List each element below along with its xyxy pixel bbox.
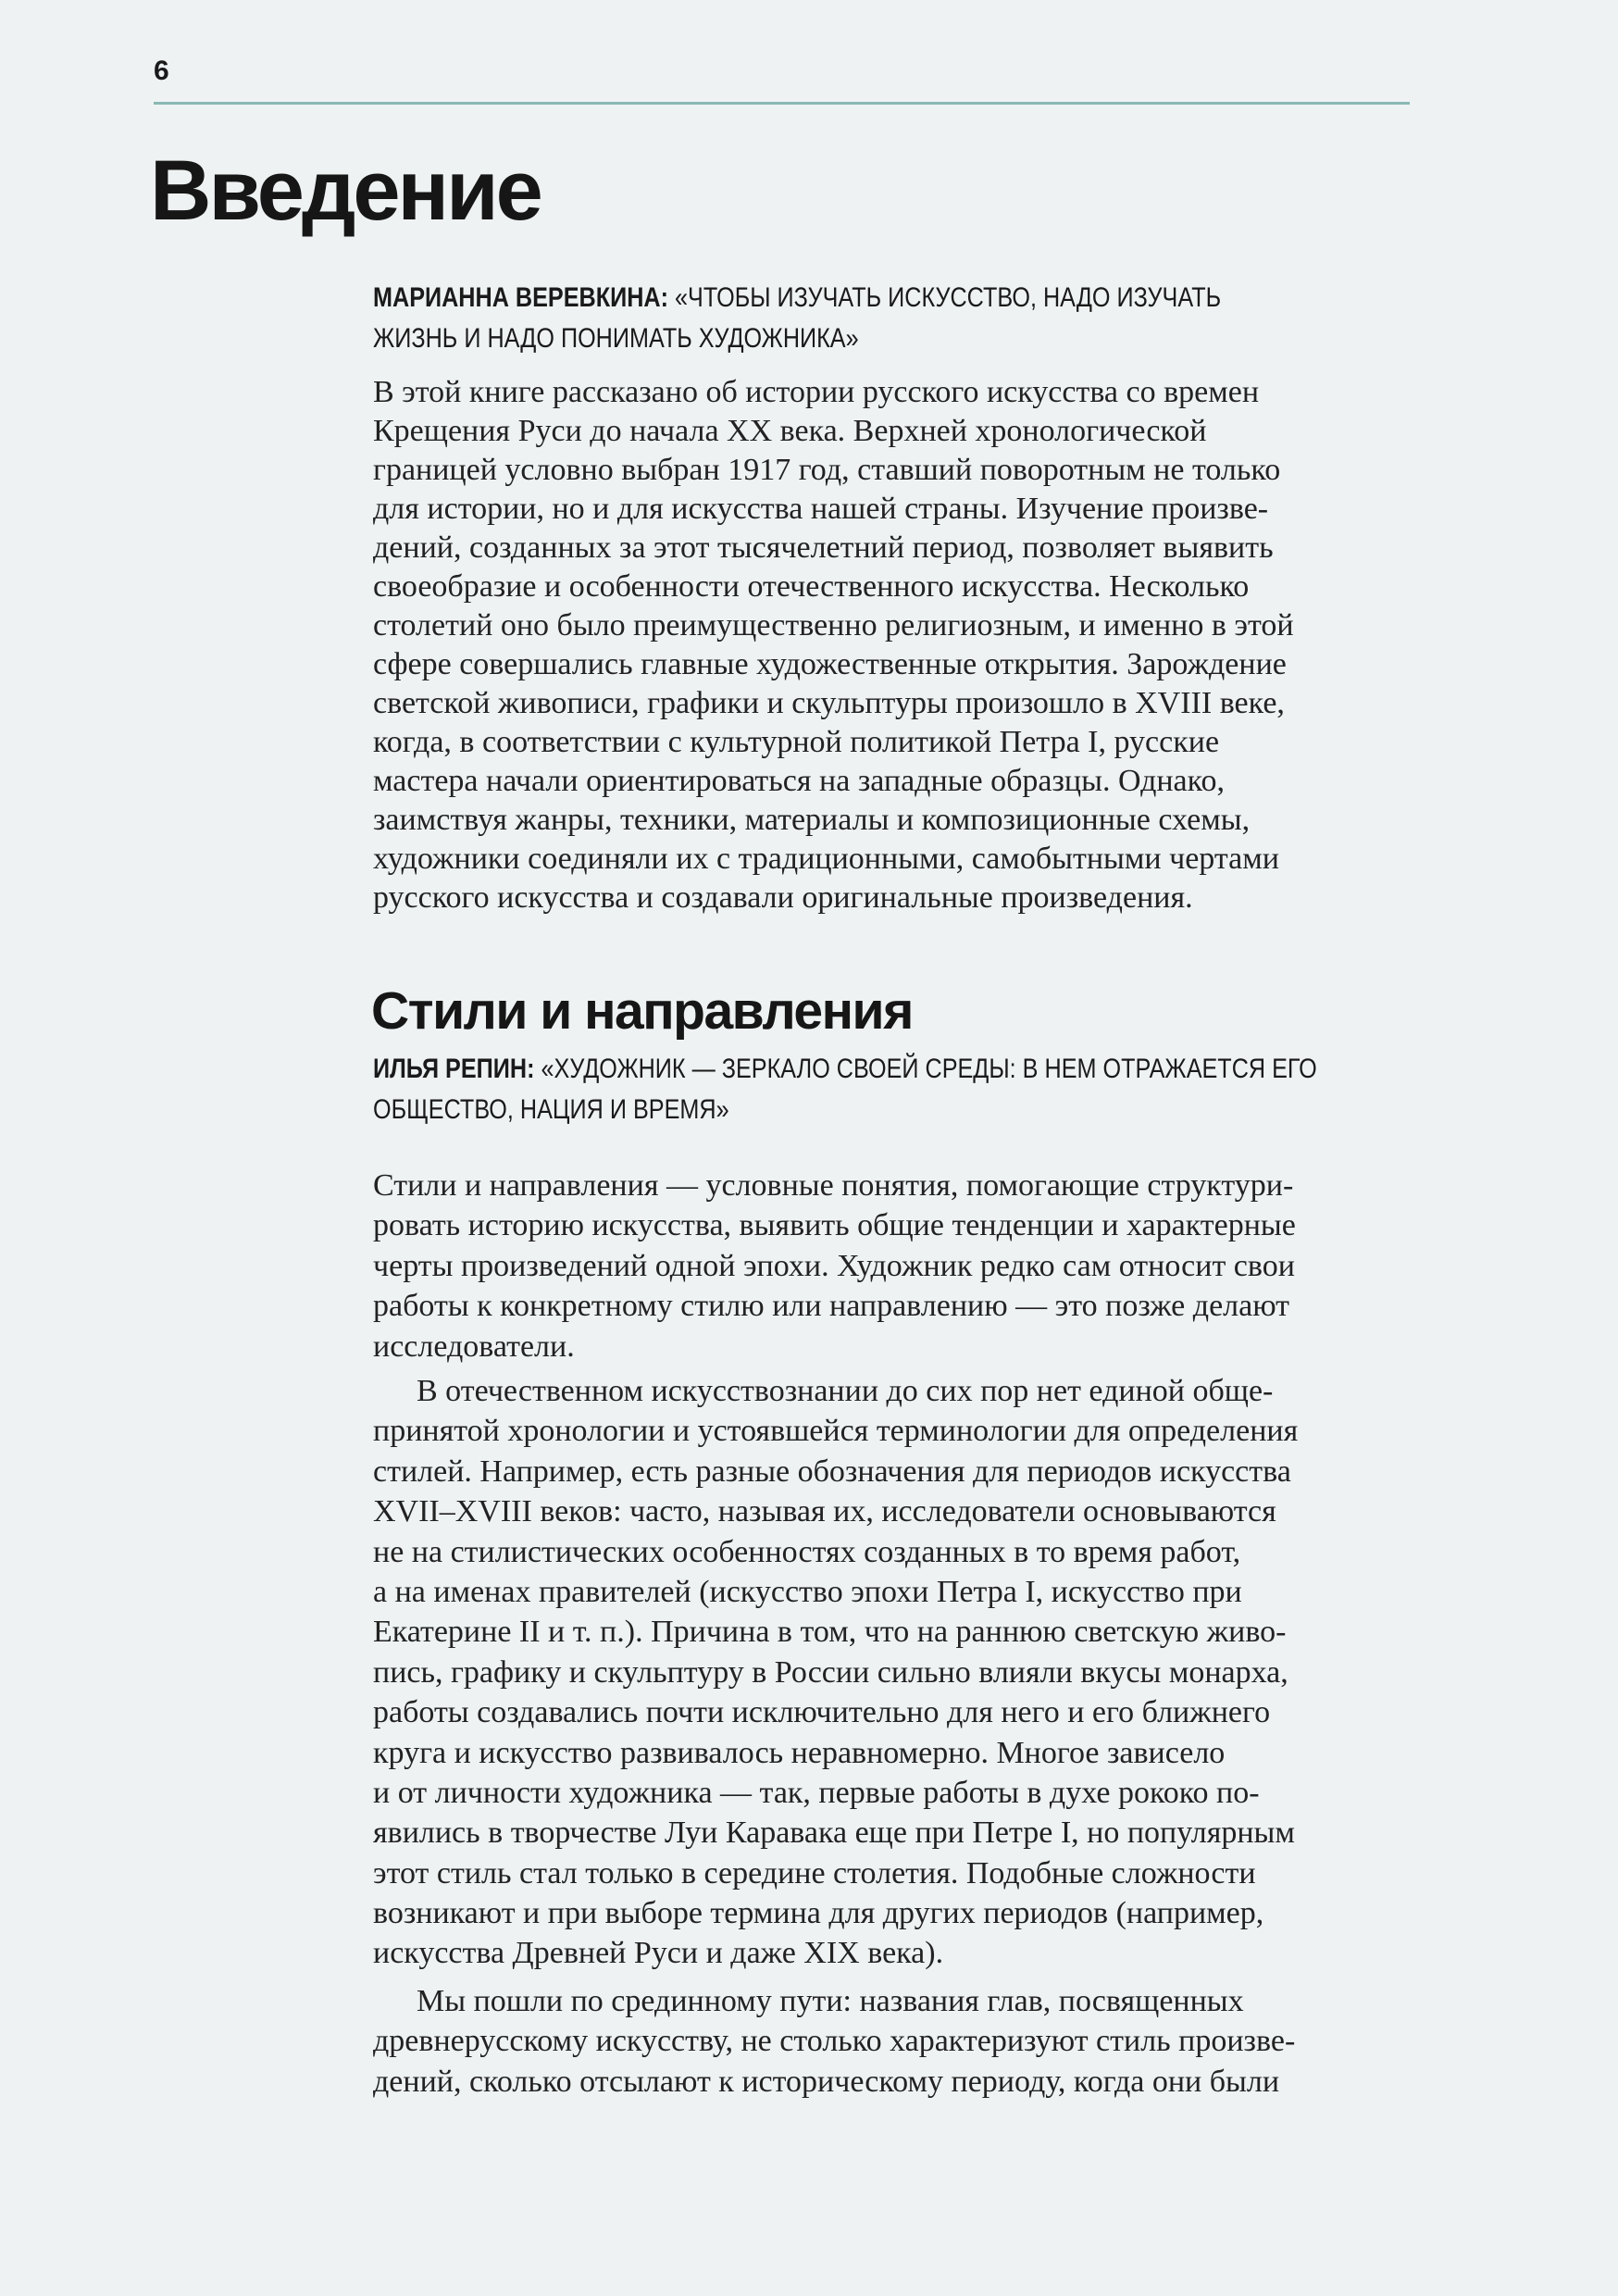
text-line: Мы пошли по срединному пути: названия глав, посвященных bbox=[417, 1984, 1244, 2018]
text-line: пись, графику и скульптуру в России сильно влияли вкусы монарха, bbox=[373, 1654, 1288, 1690]
section-heading: Стили и направления bbox=[371, 981, 913, 1041]
text-line: древнерусскому искусству, не столько характеризуют стиль произве- bbox=[373, 2024, 1296, 2059]
text-line: Екатерине II и т. п.). Причина в том, что на раннюю светскую живо- bbox=[373, 1615, 1287, 1650]
text-line: дений, сколько отсылают к историческому периоду, когда они были bbox=[373, 2064, 1280, 2099]
text-line: сфере совершались главные художественные открытия. Зарождение bbox=[373, 647, 1287, 681]
text-line: В отечественном искусствознании до сих пор нет единой обще- bbox=[417, 1374, 1274, 1408]
text-line: светской живописи, графики и скульптуры произошло в XVIII веке, bbox=[373, 686, 1285, 720]
text-line: не на стилистических особенностях созданных в то время работ, bbox=[373, 1534, 1241, 1569]
text-line: В этой книге рассказано об истории русского искусства со времен bbox=[373, 375, 1260, 409]
text-line: и от личности художника — так, первые работы в духе рококо по- bbox=[373, 1775, 1260, 1810]
text-line: художники соединяли их с традиционными, самобытными чертами bbox=[373, 842, 1279, 876]
text-line: возникают и при выборе термина для других периодов (например, bbox=[373, 1896, 1264, 1931]
text-line: границей условно выбран 1917 год, ставший поворотным не только bbox=[373, 453, 1281, 487]
epigraph-1 bbox=[373, 278, 1221, 359]
text-line: дений, созданных за этот тысячелетний период, позволяет выявить bbox=[373, 530, 1274, 565]
epigraph-quote: «ЧТОБЫ ИЗУЧАТЬ ИСКУССТВО, НАДО ИЗУЧАТЬ bbox=[675, 282, 1222, 313]
epigraph-author: МАРИАННА ВЕРЕВКИНА: bbox=[373, 282, 669, 313]
text-line: принятой хронологии и устоявшейся терминологии для определения bbox=[373, 1414, 1299, 1449]
text-line: столетий оно было преимущественно религиозным, и именно в этой bbox=[373, 608, 1294, 643]
text-line: этот стиль стал только в середине столетия. Подобные сложности bbox=[373, 1855, 1256, 1890]
paragraph-approach bbox=[373, 1981, 1295, 2102]
text-line: а на именах правителей (искусство эпохи Петра I, искусство при bbox=[373, 1574, 1242, 1609]
text-line: заимствуя жанры, техники, материалы и композиционные схемы, bbox=[373, 803, 1251, 837]
epigraph-quote: ЖИЗНЬ И НАДО ПОНИМАТЬ ХУДОЖНИКА» bbox=[373, 323, 859, 354]
text-line: Стили и направления — условные понятия, помогающие структури- bbox=[373, 1168, 1294, 1203]
text-line: стилей. Например, есть разные обозначения для периодов искусства bbox=[373, 1454, 1291, 1489]
text-line: мастера начали ориентироваться на западные образцы. Однако, bbox=[373, 764, 1225, 798]
text-line: для истории, но и для искусства нашей страны. Изучение произве- bbox=[373, 492, 1269, 526]
text-line: русского искусства и создавали оригинальные произведения. bbox=[373, 880, 1193, 915]
paragraph-intro bbox=[373, 373, 1294, 917]
epigraph-quote: ОБЩЕСТВО, НАЦИЯ И ВРЕМЯ» bbox=[373, 1094, 729, 1125]
text-line: искусства Древней Руси и даже XIX века). bbox=[373, 1936, 944, 1971]
text-line: черты произведений одной эпохи. Художник редко сам относит свои bbox=[373, 1248, 1295, 1283]
text-line: ровать историю искусства, выявить общие тенденции и характерные bbox=[373, 1208, 1296, 1243]
text-line: исследователи. bbox=[373, 1329, 575, 1364]
text-line: работы создавались почти исключительно для него и его ближнего bbox=[373, 1695, 1271, 1730]
paragraph-styles bbox=[373, 1166, 1296, 1366]
page-number: 6 bbox=[154, 56, 169, 86]
epigraph-quote: «ХУДОЖНИК — ЗЕРКАЛО СВОЕЙ СРЕДЫ: В НЕМ ОТРАЖАЕТСЯ ЕГО bbox=[541, 1054, 1317, 1084]
chapter-title: Введение bbox=[150, 144, 541, 238]
text-line: работы к конкретному стилю или направлению — это позже делают bbox=[373, 1289, 1290, 1324]
text-line: своеобразие и особенности отечественного искусства. Несколько bbox=[373, 569, 1250, 604]
text-line: Крещения Руси до начала XX века. Верхней хронологической bbox=[373, 414, 1207, 448]
header-rule bbox=[154, 102, 1410, 105]
epigraph-author: ИЛЬЯ РЕПИН: bbox=[373, 1054, 535, 1084]
epigraph-2 bbox=[373, 1049, 1317, 1130]
text-line: круга и искусство развивалось неравномерно. Многое зависело bbox=[373, 1735, 1226, 1770]
text-line: явились в творчестве Луи Каравака еще при Петре I, но популярным bbox=[373, 1816, 1295, 1851]
text-line: когда, в соответствии с культурной политикой Петра I, русские bbox=[373, 725, 1220, 759]
text-line: XVII–XVIII веков: часто, называя их, исследователи основываются bbox=[373, 1494, 1276, 1529]
paragraph-chronology bbox=[373, 1371, 1298, 1974]
